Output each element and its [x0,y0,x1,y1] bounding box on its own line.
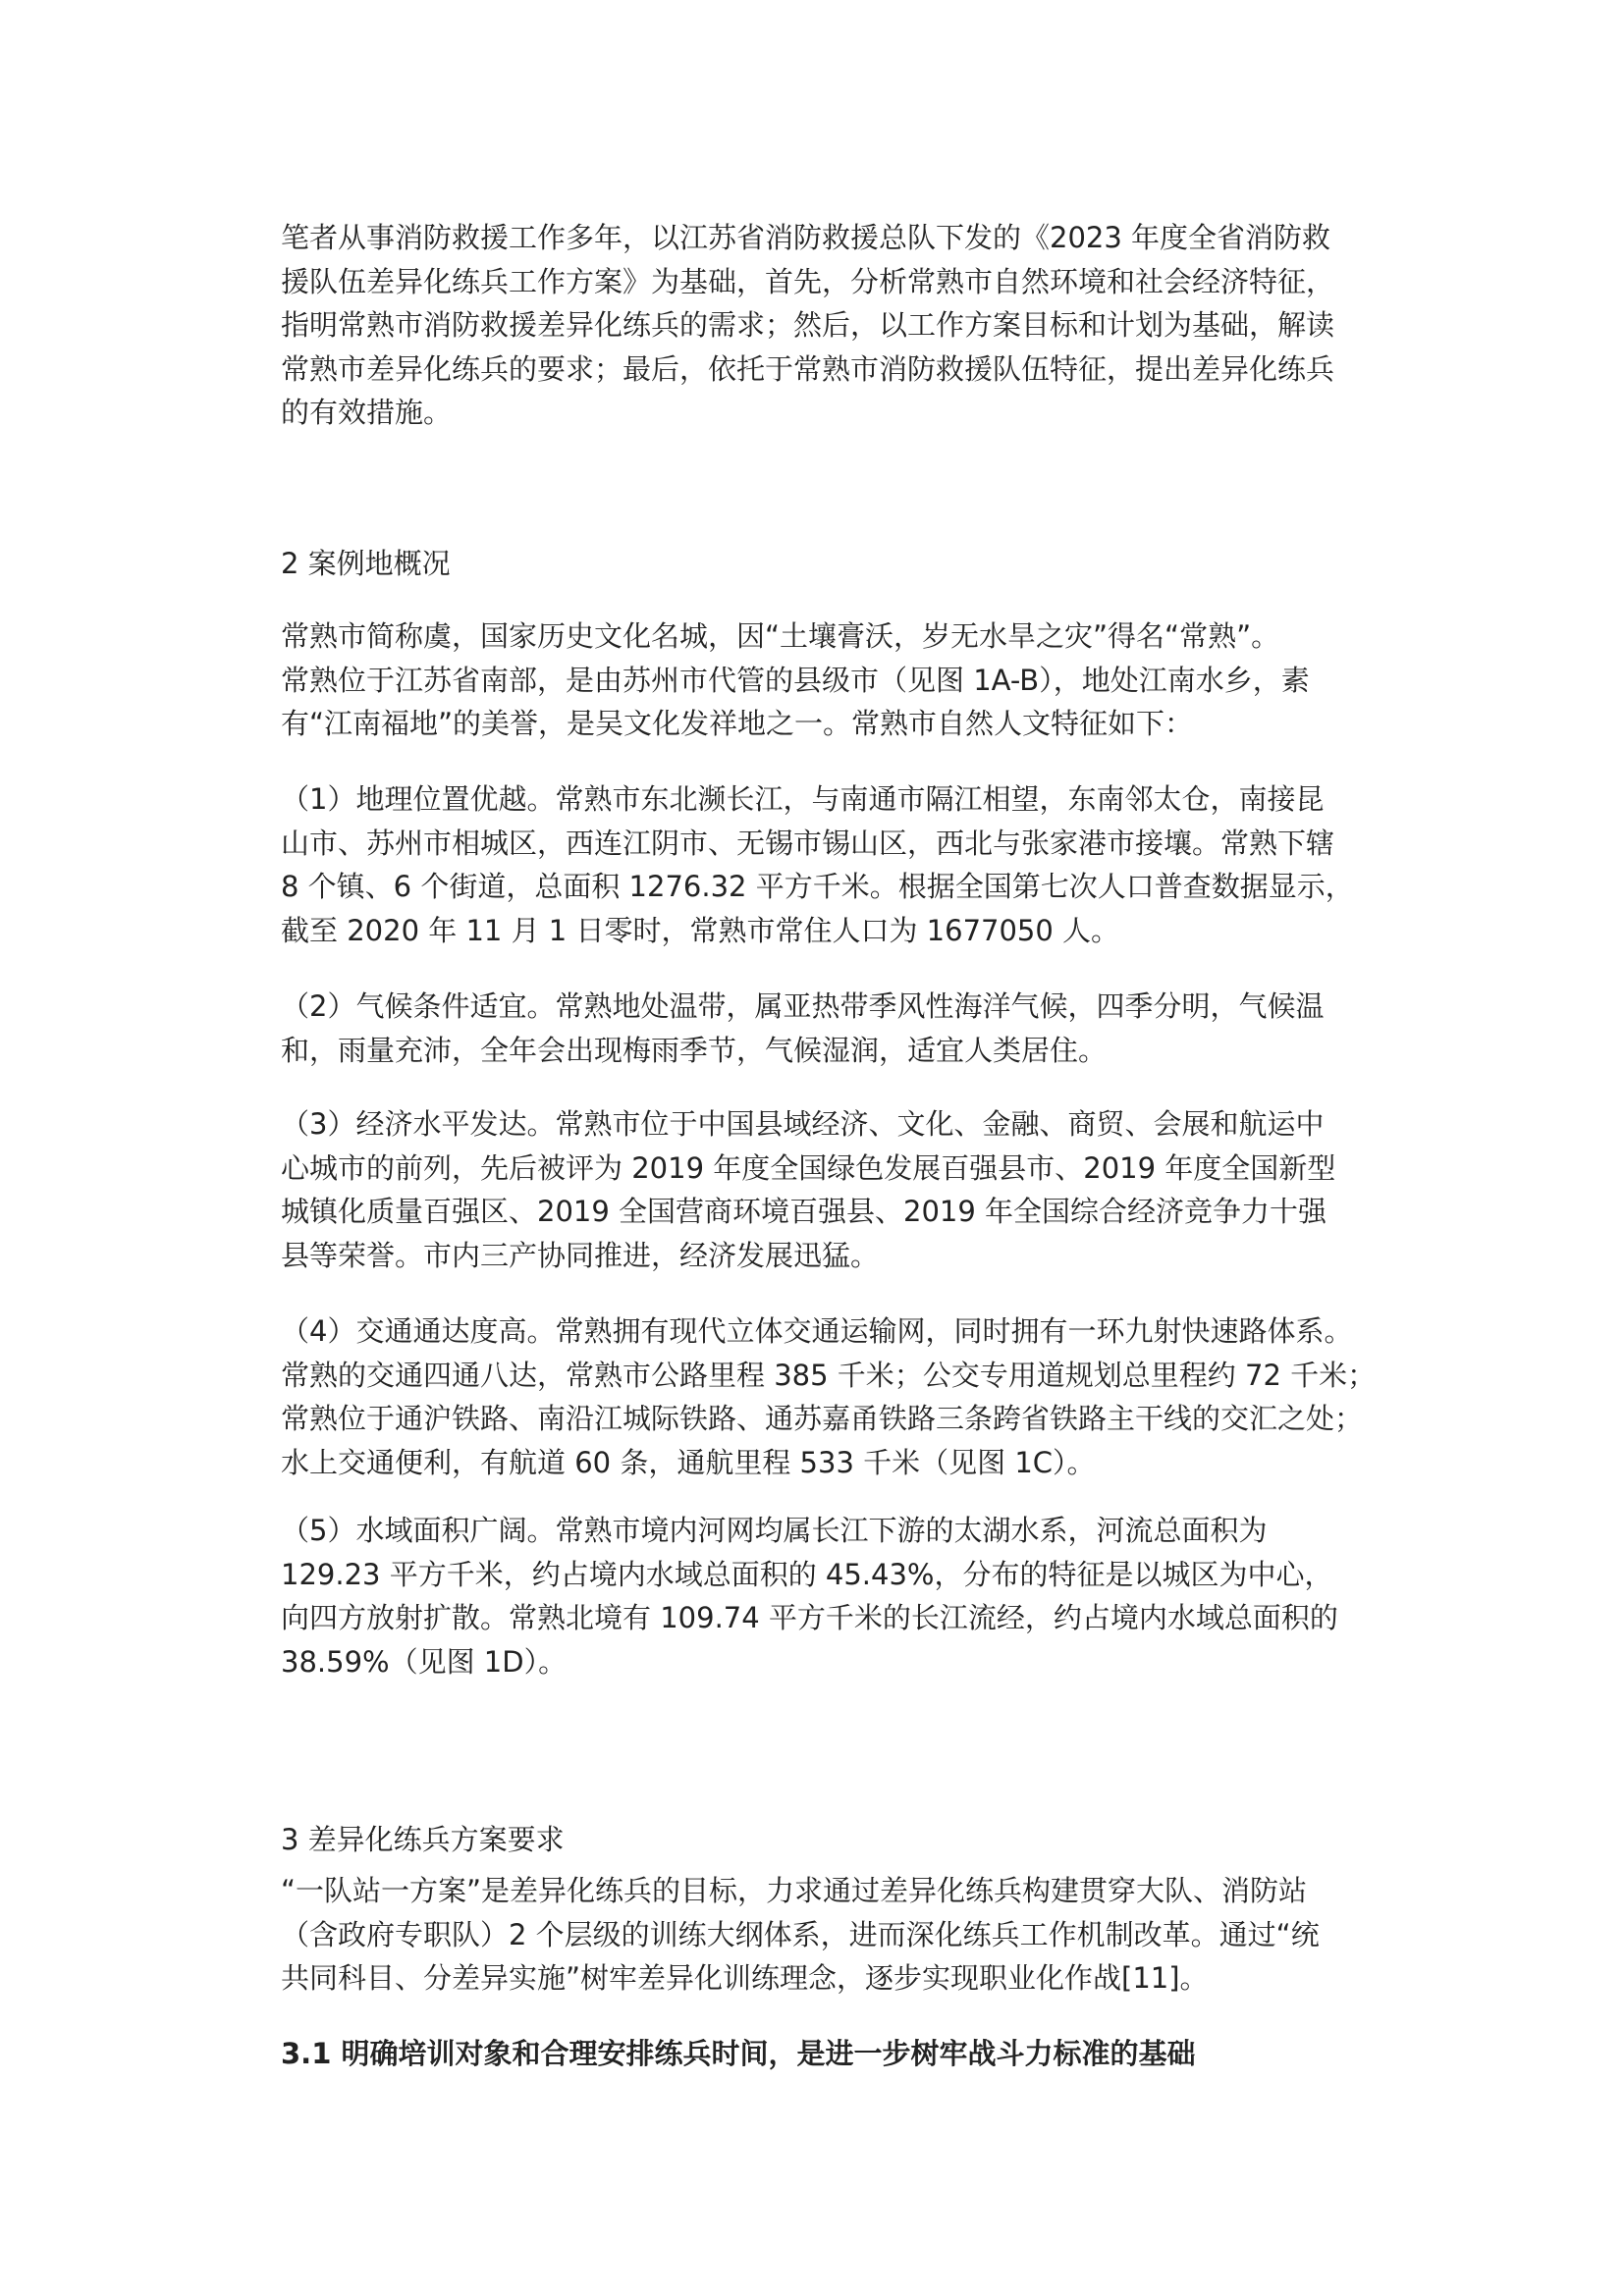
section-2-intro [281,614,1380,746]
item-4 [281,1309,1380,1484]
text-line: （1）地理位置优越。常熟市东北濒长江，与南通市隔江相望，东南邻太仓，南接昆 [281,782,1325,816]
text-line: 指明常熟市消防救援差异化练兵的需求；然后，以工作方案目标和计划为基础，解读 [281,308,1335,343]
item-2 [281,985,1380,1072]
text-line: 129.23 平方千米，约占境内水域总面积的 45.43%，分布的特征是以城区为中心， [281,1557,1333,1591]
text-line: 3.1 明确培训对象和合理安排练兵时间，是进一步树牢战斗力标准的基础 [281,2037,1196,2070]
item-3 [281,1102,1380,1277]
text-line: （含政府专职队）2 个层级的训练大纲体系，进而深化练兵工作机制改革。通过“统 [281,1917,1320,1951]
text-line: 常熟市差异化练兵的要求；最后，依托于常熟市消防救援队伍特征，提出差异化练兵 [281,351,1335,386]
text-line: 的有效措施。 [281,396,453,430]
text-line: 3 差异化练兵方案要求 [281,1823,565,1856]
item-1 [281,777,1380,952]
text-line: 和，雨量充沛，全年会出现梅雨季节，气候湿润，适宜人类居住。 [281,1033,1108,1067]
text-line: 常熟位于通沪铁路、南沿江城际铁路、通苏嘉甬铁路三条跨省铁路主干线的交汇之处； [281,1402,1364,1436]
text-line: 水上交通便利，有航道 60 条，通航里程 533 千米（见图 1C）。 [281,1445,1096,1479]
text-line: 向四方放射扩散。常熟北境有 109.74 平方千米的长江流经，约占境内水域总面积的 [281,1601,1338,1635]
section-3-heading [281,1818,1380,1862]
text-line: 38.59%（见图 1D）。 [281,1644,568,1679]
intro-paragraph [281,216,1380,435]
item-5 [281,1509,1380,1683]
text-line: 常熟市简称虞，国家历史文化名城，因“土壤膏沃，岁无水旱之灾”得名“常熟”。 [281,619,1280,653]
text-line: 心城市的前列，先后被评为 2019 年度全国绿色发展百强县市、2019 年度全国新型 [281,1150,1336,1185]
text-line: （2）气候条件适宜。常熟地处温带，属亚热带季风性海洋气候，四季分明，气候温 [281,989,1325,1023]
text-line: 8 个镇、6 个街道，总面积 1276.32 平方千米。根据全国第七次人口普查数据显示， [281,870,1354,904]
text-line: 常熟位于江苏省南部，是由苏州市代管的县级市（见图 1A-B），地处江南水乡，素 [281,663,1310,697]
text-line: （3）经济水平发达。常熟市位于中国县域经济、文化、金融、商贸、会展和航运中 [281,1107,1325,1141]
text-line: （5）水域面积广阔。常熟市境内河网均属长江下游的太湖水系，河流总面积为 [281,1514,1268,1547]
section-2-heading [281,542,1380,586]
text-line: 共同科目、分差异实施”树牢差异化训练理念，逐步实现职业化作战[11]。 [281,1961,1209,1996]
section-3-1-heading [281,2032,1380,2076]
text-line: 2 案例地概况 [281,547,451,580]
text-line: 山市、苏州市相城区，西连江阴市、无锡市锡山区，西北与张家港市接壤。常熟下辖 [281,826,1335,860]
text-line: 有“江南福地”的美誉，是吴文化发祥地之一。常熟市自然人文特征如下： [281,707,1194,741]
text-line: 笔者从事消防救援工作多年，以江苏省消防救援总队下发的《2023 年度全省消防救 [281,221,1331,254]
text-line: 截至 2020 年 11 月 1 日零时，常熟市常住人口为 1677050 人。 [281,913,1120,947]
text-line: （4）交通通达度高。常熟拥有现代立体交通运输网，同时拥有一环九射快速路体系。 [281,1314,1353,1348]
text-line: “一队站一方案”是差异化练兵的目标，力求通过差异化练兵构建贯穿大队、消防站 [281,1874,1308,1907]
text-line: 援队伍差异化练兵工作方案》为基础，首先，分析常熟市自然环境和社会经济特征， [281,264,1335,298]
text-line: 县等荣誉。市内三产协同推进，经济发展迅猛。 [281,1238,880,1272]
section-3-intro [281,1869,1380,2001]
text-line: 常熟的交通四通八达，常熟市公路里程 385 千米；公交专用道规划总里程约 72 千米； [281,1358,1377,1392]
text-line: 城镇化质量百强区、2019 全国营商环境百强县、2019 年全国综合经济竞争力十强 [281,1195,1327,1229]
